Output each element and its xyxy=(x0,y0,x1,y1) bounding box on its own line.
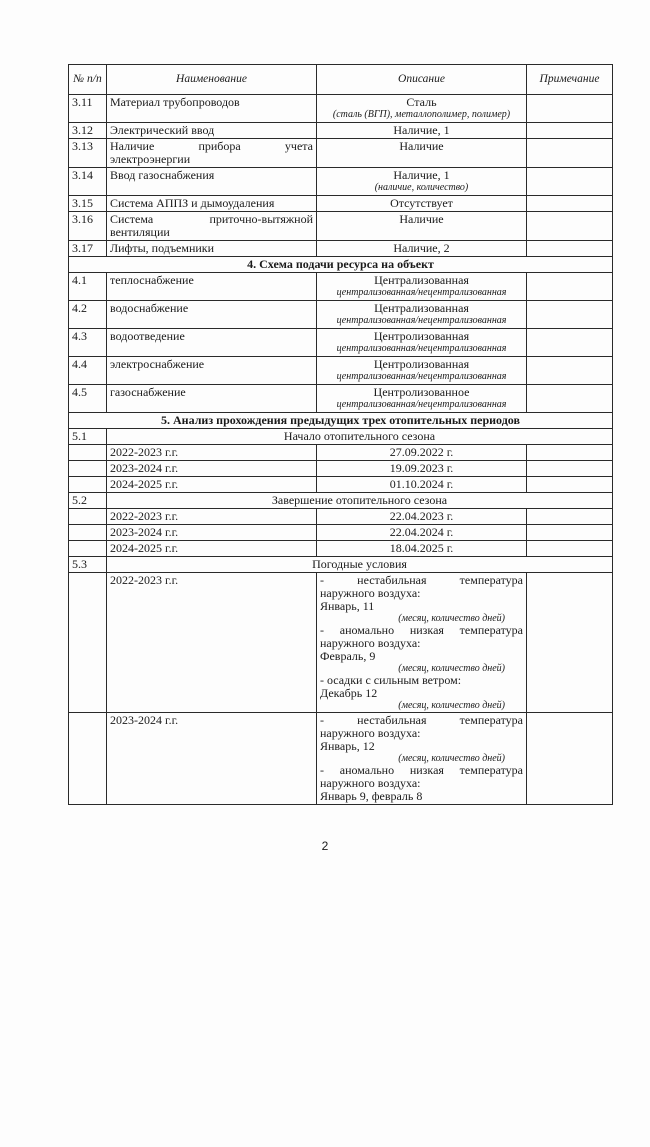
subsection-header xyxy=(69,557,613,573)
weather-line: - осадки с сильным ветром: xyxy=(320,673,462,687)
row-date: 27.09.2022 г. xyxy=(317,445,527,461)
header-desc: Описание xyxy=(317,65,527,95)
row-note xyxy=(527,168,613,196)
table-row xyxy=(69,525,613,541)
weather-line: - нестабильная температура xyxy=(320,573,523,587)
weather-hint: (месяц, количество дней) xyxy=(398,613,505,624)
row-years: 2022-2023 г.г. xyxy=(107,509,317,525)
row-number: 4.3 xyxy=(69,329,107,357)
row-desc-hint: (сталь (ВГП), металлополимер, полимер) xyxy=(332,109,511,120)
row-note xyxy=(527,573,613,713)
header-num: № п/п xyxy=(69,65,107,95)
weather-desc xyxy=(317,713,527,805)
section-title: 5. Анализ прохождения предыдущих трех отопительных периодов xyxy=(69,413,613,429)
row-years: 2024-2025 г.г. xyxy=(107,541,317,557)
row-desc: Наличие, 1 (наличие, количество) xyxy=(317,168,527,196)
table-header xyxy=(69,65,613,95)
row-desc: Центролизованная централизованная/нецентрализованная xyxy=(317,357,527,385)
row-number: 3.17 xyxy=(69,241,107,257)
row-number: 4.2 xyxy=(69,301,107,329)
weather-hint: (месяц, количество дней) xyxy=(398,753,505,764)
row-note xyxy=(527,445,613,461)
row-number: 3.14 xyxy=(69,168,107,196)
weather-line: - нестабильная температура xyxy=(320,713,523,727)
row-number xyxy=(69,713,107,805)
row-desc: Отсутствует xyxy=(317,196,527,212)
row-name: Наличие прибора учета электроэнергии xyxy=(107,139,317,168)
row-name: газоснабжение xyxy=(107,385,317,413)
row-note xyxy=(527,123,613,139)
row-desc: Сталь (сталь (ВГП), металлополимер, полимер) xyxy=(317,95,527,123)
row-number xyxy=(69,477,107,493)
weather-hint: (месяц, количество дней) xyxy=(398,663,505,674)
table-row xyxy=(69,212,613,241)
row-name: Материал трубопроводов xyxy=(107,95,317,123)
row-note xyxy=(527,525,613,541)
section-header xyxy=(69,257,613,273)
row-note xyxy=(527,385,613,413)
weather-line: - аномально низкая температура xyxy=(320,763,523,777)
subsection-header xyxy=(69,429,613,445)
subsection-title: Завершение отопительного сезона xyxy=(107,493,613,509)
row-desc-hint: (наличие, количество) xyxy=(374,182,469,193)
weather-line: наружного воздуха: xyxy=(320,726,421,740)
weather-value: Январь 9, февраль 8 xyxy=(320,789,423,803)
row-note xyxy=(527,357,613,385)
table-row xyxy=(69,301,613,329)
row-number xyxy=(69,445,107,461)
row-date: 22.04.2024 г. xyxy=(317,525,527,541)
subsection-title: Погодные условия xyxy=(107,557,613,573)
row-name: Система приточно-вытяжной вентиляции xyxy=(107,212,317,241)
table-row xyxy=(69,329,613,357)
row-number xyxy=(69,525,107,541)
row-name: водоснабжение xyxy=(107,301,317,329)
table-row xyxy=(69,509,613,525)
section-title: 4. Схема подачи ресурса на объект xyxy=(69,257,613,273)
row-desc: Центролизованная централизованная/нецентрализованная xyxy=(317,329,527,357)
header-note: Примечание xyxy=(527,65,613,95)
row-name: Система АППЗ и дымоудаления xyxy=(107,196,317,212)
weather-desc xyxy=(317,573,527,713)
table-row xyxy=(69,196,613,212)
row-years: 2024-2025 г.г. xyxy=(107,477,317,493)
row-number: 4.5 xyxy=(69,385,107,413)
row-number: 4.4 xyxy=(69,357,107,385)
row-number xyxy=(69,461,107,477)
table-row xyxy=(69,357,613,385)
row-name: водоотведение xyxy=(107,329,317,357)
row-note xyxy=(527,196,613,212)
subsection-title: Начало отопительного сезона xyxy=(107,429,613,445)
weather-hint: (месяц, количество дней) xyxy=(398,700,505,711)
row-years: 2023-2024 г.г. xyxy=(107,525,317,541)
row-note xyxy=(527,541,613,557)
row-note xyxy=(527,241,613,257)
row-years: 2023-2024 г.г. xyxy=(107,713,317,805)
table-row xyxy=(69,461,613,477)
row-number: 3.15 xyxy=(69,196,107,212)
weather-value: Декабрь 12 xyxy=(320,686,378,700)
row-desc-hint: централизованная/нецентрализованная xyxy=(336,287,507,298)
row-note xyxy=(527,139,613,168)
table-row xyxy=(69,123,613,139)
row-number: 3.12 xyxy=(69,123,107,139)
table-row xyxy=(69,385,613,413)
row-desc: Наличие, 2 xyxy=(317,241,527,257)
data-table xyxy=(68,64,613,805)
row-number: 3.13 xyxy=(69,139,107,168)
row-note xyxy=(527,301,613,329)
table-row xyxy=(69,445,613,461)
row-number: 5.3 xyxy=(69,557,107,573)
row-date: 01.10.2024 г. xyxy=(317,477,527,493)
table-row xyxy=(69,273,613,301)
row-desc: Наличие xyxy=(317,212,527,241)
weather-line: наружного воздуха: xyxy=(320,776,421,790)
table-row xyxy=(69,477,613,493)
row-note xyxy=(527,212,613,241)
row-note xyxy=(527,95,613,123)
row-number xyxy=(69,541,107,557)
row-desc: Центролизованное централизованная/нецентрализованная xyxy=(317,385,527,413)
row-note xyxy=(527,477,613,493)
table-row xyxy=(69,95,613,123)
row-name: теплоснабжение xyxy=(107,273,317,301)
row-desc: Наличие xyxy=(317,139,527,168)
row-note xyxy=(527,509,613,525)
row-number: 3.16 xyxy=(69,212,107,241)
weather-value: Февраль, 9 xyxy=(320,649,376,663)
row-date: 18.04.2025 г. xyxy=(317,541,527,557)
row-number xyxy=(69,573,107,713)
row-desc-hint: централизованная/нецентрализованная xyxy=(336,399,507,410)
row-date: 19.09.2023 г. xyxy=(317,461,527,477)
weather-line: - аномально низкая температура xyxy=(320,623,523,637)
row-number: 3.11 xyxy=(69,95,107,123)
row-years: 2023-2024 г.г. xyxy=(107,461,317,477)
section-header xyxy=(69,413,613,429)
row-note xyxy=(527,273,613,301)
row-name: электроснабжение xyxy=(107,357,317,385)
row-note xyxy=(527,329,613,357)
row-desc-hint: централизованная/нецентрализованная xyxy=(336,315,507,326)
row-date: 22.04.2023 г. xyxy=(317,509,527,525)
row-desc: Централизованная централизованная/нецентрализованная xyxy=(317,273,527,301)
table-row xyxy=(69,573,613,713)
row-desc-hint: централизованная/нецентрализованная xyxy=(336,343,507,354)
weather-line: наружного воздуха: xyxy=(320,586,421,600)
row-note xyxy=(527,713,613,805)
row-number: 5.2 xyxy=(69,493,107,509)
table-row xyxy=(69,168,613,196)
row-desc: Наличие, 1 xyxy=(317,123,527,139)
row-years: 2022-2023 г.г. xyxy=(107,573,317,713)
row-number: 4.1 xyxy=(69,273,107,301)
weather-line: наружного воздуха: xyxy=(320,636,421,650)
row-number xyxy=(69,509,107,525)
weather-value: Январь, 12 xyxy=(320,739,375,753)
row-name: Электрический ввод xyxy=(107,123,317,139)
row-desc: Централизованная централизованная/нецентрализованная xyxy=(317,301,527,329)
row-name: Ввод газоснабжения xyxy=(107,168,317,196)
row-note xyxy=(527,461,613,477)
table-row xyxy=(69,541,613,557)
row-desc-hint: централизованная/нецентрализованная xyxy=(336,371,507,382)
weather-value: Январь, 11 xyxy=(320,599,375,613)
table-row xyxy=(69,139,613,168)
table-row xyxy=(69,713,613,805)
row-years: 2022-2023 г.г. xyxy=(107,445,317,461)
page-number: 2 xyxy=(321,839,329,853)
header-name: Наименование xyxy=(107,65,317,95)
row-name: Лифты, подъемники xyxy=(107,241,317,257)
row-number: 5.1 xyxy=(69,429,107,445)
subsection-header xyxy=(69,493,613,509)
table-row xyxy=(69,241,613,257)
